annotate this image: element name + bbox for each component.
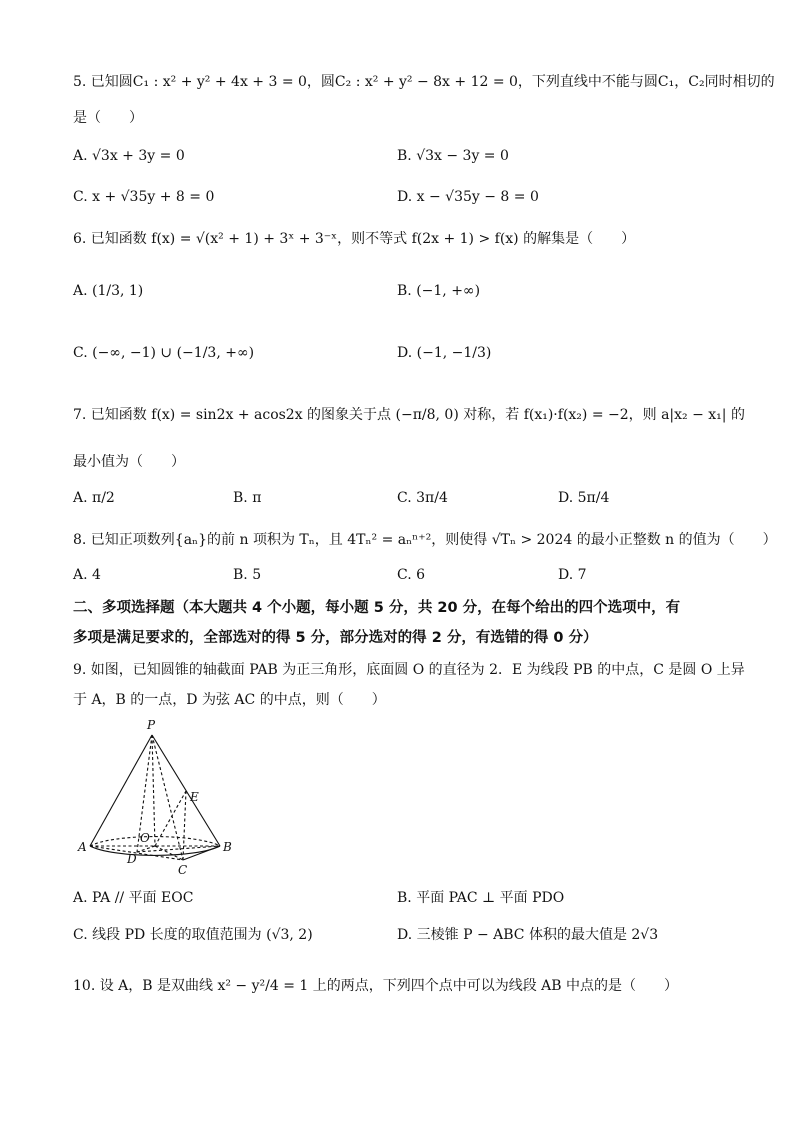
q5-stem-line1: 5. 已知圆C₁ : x² + y² + 4x + 3 = 0，圆C₂ : x² + y² − 8x + 12 = 0，下列直线中不能与圆C₁，C₂同时相切的 [73,74,775,90]
q6-option-d: D. (−1, −1/3) [397,345,492,361]
q7-option-a: A. π/2 [73,490,115,506]
q9-option-a: A. PA // 平面 EOC [73,890,194,906]
label-a: A [78,840,87,854]
section-header-line2: 多项是满足要求的，全部选对的得 5 分，部分选对的得 2 分，有选错的得 0 分） [73,630,598,646]
q8-option-a: A. 4 [73,567,101,583]
q6-option-b: B. (−1, +∞) [397,283,481,299]
q6-stem-line1: 6. 已知函数 f(x) = √(x² + 1) + 3ˣ + 3⁻ˣ，则不等式 f(2x + 1) > f(x) 的解集是（ ） [73,231,636,247]
q9-stem-line2: 于 A，B 的一点，D 为弦 AC 的中点，则（ ） [73,692,386,708]
label-p: P [147,718,156,732]
cone-figure [75,715,235,885]
q7-option-d: D. 5π/4 [558,490,610,506]
q9-option-b: B. 平面 PAC ⊥ 平面 PDO [397,890,565,906]
q8-option-d: D. 7 [558,567,587,583]
label-c: C [178,863,188,877]
q6-option-c: C. (−∞, −1) ∪ (−1/3, +∞) [73,345,255,361]
q5-option-c: C. x + √35y + 8 = 0 [73,189,215,205]
q5-stem-line2: 是（ ） [73,110,143,126]
q9-option-c: C. 线段 PD 长度的取值范围为 (√3, 2) [73,927,313,943]
label-e: E [190,790,199,804]
q6-option-a: A. (1/3, 1) [73,283,144,299]
q9-option-d: D. 三棱锥 P − ABC 体积的最大值是 2√3 [397,927,659,943]
q8-option-b: B. 5 [233,567,262,583]
q7-option-b: B. π [233,490,262,506]
q8-option-c: C. 6 [397,567,426,583]
q10-stem-line1: 10. 设 A，B 是双曲线 x² − y²/4 = 1 上的两点，下列四个点中可以为线段 AB 中点的是（ ） [73,978,679,994]
label-d: D [127,852,137,866]
q7-stem-line1: 7. 已知函数 f(x) = sin2x + acos2x 的图象关于点 (−π/8, 0) 对称，若 f(x₁)·f(x₂) = −2，则 a|x₂ − x₁| 的 [73,407,745,423]
q7-stem-line2: 最小值为（ ） [73,454,185,470]
q5-option-d: D. x − √35y − 8 = 0 [397,189,539,205]
label-o: O [140,831,150,845]
q5-option-b: B. √3x − 3y = 0 [397,148,509,164]
label-b: B [223,840,232,854]
q9-stem-line1: 9. 如图，已知圆锥的轴截面 PAB 为正三角形，底面圆 O 的直径为 2．E 为线段 PB 的中点，C 是圆 O 上异 [73,662,745,678]
q5-option-a: A. √3x + 3y = 0 [73,148,185,164]
section-header-line1: 二、多项选择题（本大题共 4 个小题，每小题 5 分，共 20 分，在每个给出的四个选项中，有 [73,600,681,616]
q7-option-c: C. 3π/4 [397,490,448,506]
q8-stem-line1: 8. 已知正项数列{aₙ}的前 n 项积为 Tₙ，且 4Tₙ² = aₙⁿ⁺²，则使得 √Tₙ > 2024 的最小正整数 n 的值为（ ） [73,532,777,548]
